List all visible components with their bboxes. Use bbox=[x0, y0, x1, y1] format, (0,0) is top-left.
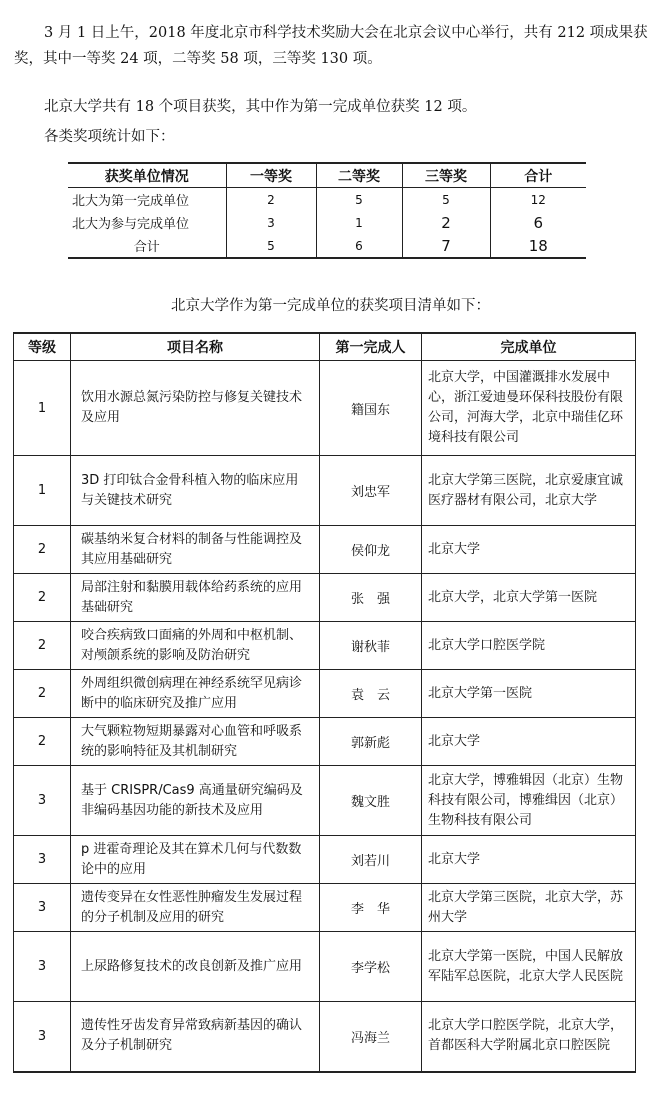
summary-row bbox=[68, 188, 586, 212]
project-table bbox=[13, 332, 636, 1073]
project-header-cell: 完成单位 bbox=[422, 333, 636, 361]
first-author-cell: 侯仰龙 bbox=[320, 526, 422, 574]
table-row bbox=[14, 932, 636, 1002]
project-name-cell: 饮用水源总氮污染防控与修复关键技术及应用 bbox=[71, 361, 320, 456]
level-cell: 2 bbox=[14, 526, 71, 574]
summary-header-cell: 二等奖 bbox=[316, 163, 402, 188]
first-author-cell: 袁 云 bbox=[320, 670, 422, 718]
summary-header-cell: 合计 bbox=[490, 163, 586, 188]
table-row bbox=[14, 884, 636, 932]
summary-cell: 1 bbox=[316, 211, 402, 234]
first-author-cell: 郭新彪 bbox=[320, 718, 422, 766]
summary-cell: 12 bbox=[490, 188, 586, 212]
first-author-cell: 刘忠军 bbox=[320, 456, 422, 526]
level-cell: 2 bbox=[14, 670, 71, 718]
summary-header-cell: 获奖单位情况 bbox=[68, 163, 226, 188]
project-name-cell: 局部注射和黏膜用载体给药系统的应用基础研究 bbox=[71, 574, 320, 622]
level-cell: 2 bbox=[14, 622, 71, 670]
project-name-cell: 3D 打印钛合金骨科植入物的临床应用与关键技术研究 bbox=[71, 456, 320, 526]
intro-paragraph-3: 各类奖项统计如下： bbox=[44, 129, 175, 145]
project-header-cell: 等级 bbox=[14, 333, 71, 361]
summary-table bbox=[68, 162, 586, 259]
unit-cell: 北京大学 bbox=[422, 526, 636, 574]
unit-cell: 北京大学，北京大学第一医院 bbox=[422, 574, 636, 622]
level-cell: 2 bbox=[14, 718, 71, 766]
table-row bbox=[14, 574, 636, 622]
level-cell: 3 bbox=[14, 836, 71, 884]
summary-cell: 北大为参与完成单位 bbox=[68, 211, 226, 234]
summary-cell: 2 bbox=[402, 211, 490, 234]
project-name-cell: 碳基纳米复合材料的制备与性能调控及其应用基础研究 bbox=[71, 526, 320, 574]
summary-cell: 2 bbox=[226, 188, 316, 212]
table-row bbox=[14, 766, 636, 836]
table-row bbox=[14, 718, 636, 766]
table-row bbox=[14, 456, 636, 526]
table-row bbox=[14, 526, 636, 574]
first-author-cell: 李学松 bbox=[320, 932, 422, 1002]
summary-cell: 5 bbox=[226, 234, 316, 258]
unit-cell: 北京大学 bbox=[422, 718, 636, 766]
level-cell: 1 bbox=[14, 361, 71, 456]
unit-cell: 北京大学第一医院，中国人民解放军陆军总医院，北京大学人民医院 bbox=[422, 932, 636, 1002]
first-author-cell: 冯海兰 bbox=[320, 1002, 422, 1072]
table-row bbox=[14, 670, 636, 718]
level-cell: 3 bbox=[14, 1002, 71, 1072]
level-cell: 3 bbox=[14, 884, 71, 932]
first-author-cell: 魏文胜 bbox=[320, 766, 422, 836]
project-name-cell: 遗传变异在女性恶性肿瘤发生发展过程的分子机制及应用的研究 bbox=[71, 884, 320, 932]
summary-header-row bbox=[68, 163, 586, 188]
first-author-cell: 李 华 bbox=[320, 884, 422, 932]
summary-cell: 18 bbox=[490, 234, 586, 258]
summary-cell: 北大为第一完成单位 bbox=[68, 188, 226, 212]
unit-cell: 北京大学 bbox=[422, 836, 636, 884]
table-row bbox=[14, 622, 636, 670]
project-name-cell: 上尿路修复技术的改良创新及推广应用 bbox=[71, 932, 320, 1002]
first-author-cell: 刘若川 bbox=[320, 836, 422, 884]
unit-cell: 北京大学第一医院 bbox=[422, 670, 636, 718]
summary-row bbox=[68, 211, 586, 234]
summary-cell: 6 bbox=[316, 234, 402, 258]
summary-cell: 7 bbox=[402, 234, 490, 258]
table-row bbox=[14, 1002, 636, 1072]
intro-paragraph-1: 3 月 1 日上午，2018 年度北京市科学技术奖励大会在北京会议中心举行，共有 212 项成果获奖，其中一等奖 24 项，二等奖 58 项，三等奖 130 项。 bbox=[14, 25, 648, 67]
unit-cell: 北京大学第三医院，北京爱康宜诚医疗器材有限公司，北京大学 bbox=[422, 456, 636, 526]
project-name-cell: 外周组织微创病理在神经系统罕见病诊断中的临床研究及推广应用 bbox=[71, 670, 320, 718]
intro-paragraph-2: 北京大学共有 18 个项目获奖，其中作为第一完成单位获奖 12 项。 bbox=[44, 99, 477, 115]
project-name-cell: 基于 CRISPR/Cas9 高通量研究编码及非编码基因功能的新技术及应用 bbox=[71, 766, 320, 836]
summary-header-cell: 三等奖 bbox=[402, 163, 490, 188]
summary-header-cell: 一等奖 bbox=[226, 163, 316, 188]
summary-cell: 合计 bbox=[68, 234, 226, 258]
unit-cell: 北京大学口腔医学院，北京大学，首都医科大学附属北京口腔医院 bbox=[422, 1002, 636, 1072]
list-caption: 北京大学作为第一完成单位的获奖项目清单如下： bbox=[171, 298, 490, 314]
project-name-cell: 遗传性牙齿发育异常致病新基因的确认及分子机制研究 bbox=[71, 1002, 320, 1072]
project-header-cell: 第一完成人 bbox=[320, 333, 422, 361]
level-cell: 1 bbox=[14, 456, 71, 526]
unit-cell: 北京大学口腔医学院 bbox=[422, 622, 636, 670]
summary-total-row bbox=[68, 234, 586, 258]
project-name-cell: 大气颗粒物短期暴露对心血管和呼吸系统的影响特征及其机制研究 bbox=[71, 718, 320, 766]
summary-cell: 5 bbox=[402, 188, 490, 212]
project-header-cell: 项目名称 bbox=[71, 333, 320, 361]
first-author-cell: 张 强 bbox=[320, 574, 422, 622]
first-author-cell: 籍国东 bbox=[320, 361, 422, 456]
level-cell: 3 bbox=[14, 932, 71, 1002]
first-author-cell: 谢秋菲 bbox=[320, 622, 422, 670]
level-cell: 3 bbox=[14, 766, 71, 836]
unit-cell: 北京大学，博雅辑因（北京）生物科技有限公司，博雅缉因（北京）生物科技有限公司 bbox=[422, 766, 636, 836]
project-name-cell: 咬合疾病致口面痛的外周和中枢机制、对颅颌系统的影响及防治研究 bbox=[71, 622, 320, 670]
table-row bbox=[14, 836, 636, 884]
level-cell: 2 bbox=[14, 574, 71, 622]
unit-cell: 北京大学第三医院，北京大学，苏州大学 bbox=[422, 884, 636, 932]
project-header-row bbox=[14, 333, 636, 361]
summary-cell: 3 bbox=[226, 211, 316, 234]
summary-cell: 5 bbox=[316, 188, 402, 212]
summary-cell: 6 bbox=[490, 211, 586, 234]
unit-cell: 北京大学，中国灌溉排水发展中心，浙江爱迪曼环保科技股份有限公司，河海大学，北京中瑞佳亿环境科技有限公司 bbox=[422, 361, 636, 456]
project-name-cell: p 进霍奇理论及其在算术几何与代数数论中的应用 bbox=[71, 836, 320, 884]
table-row bbox=[14, 361, 636, 456]
